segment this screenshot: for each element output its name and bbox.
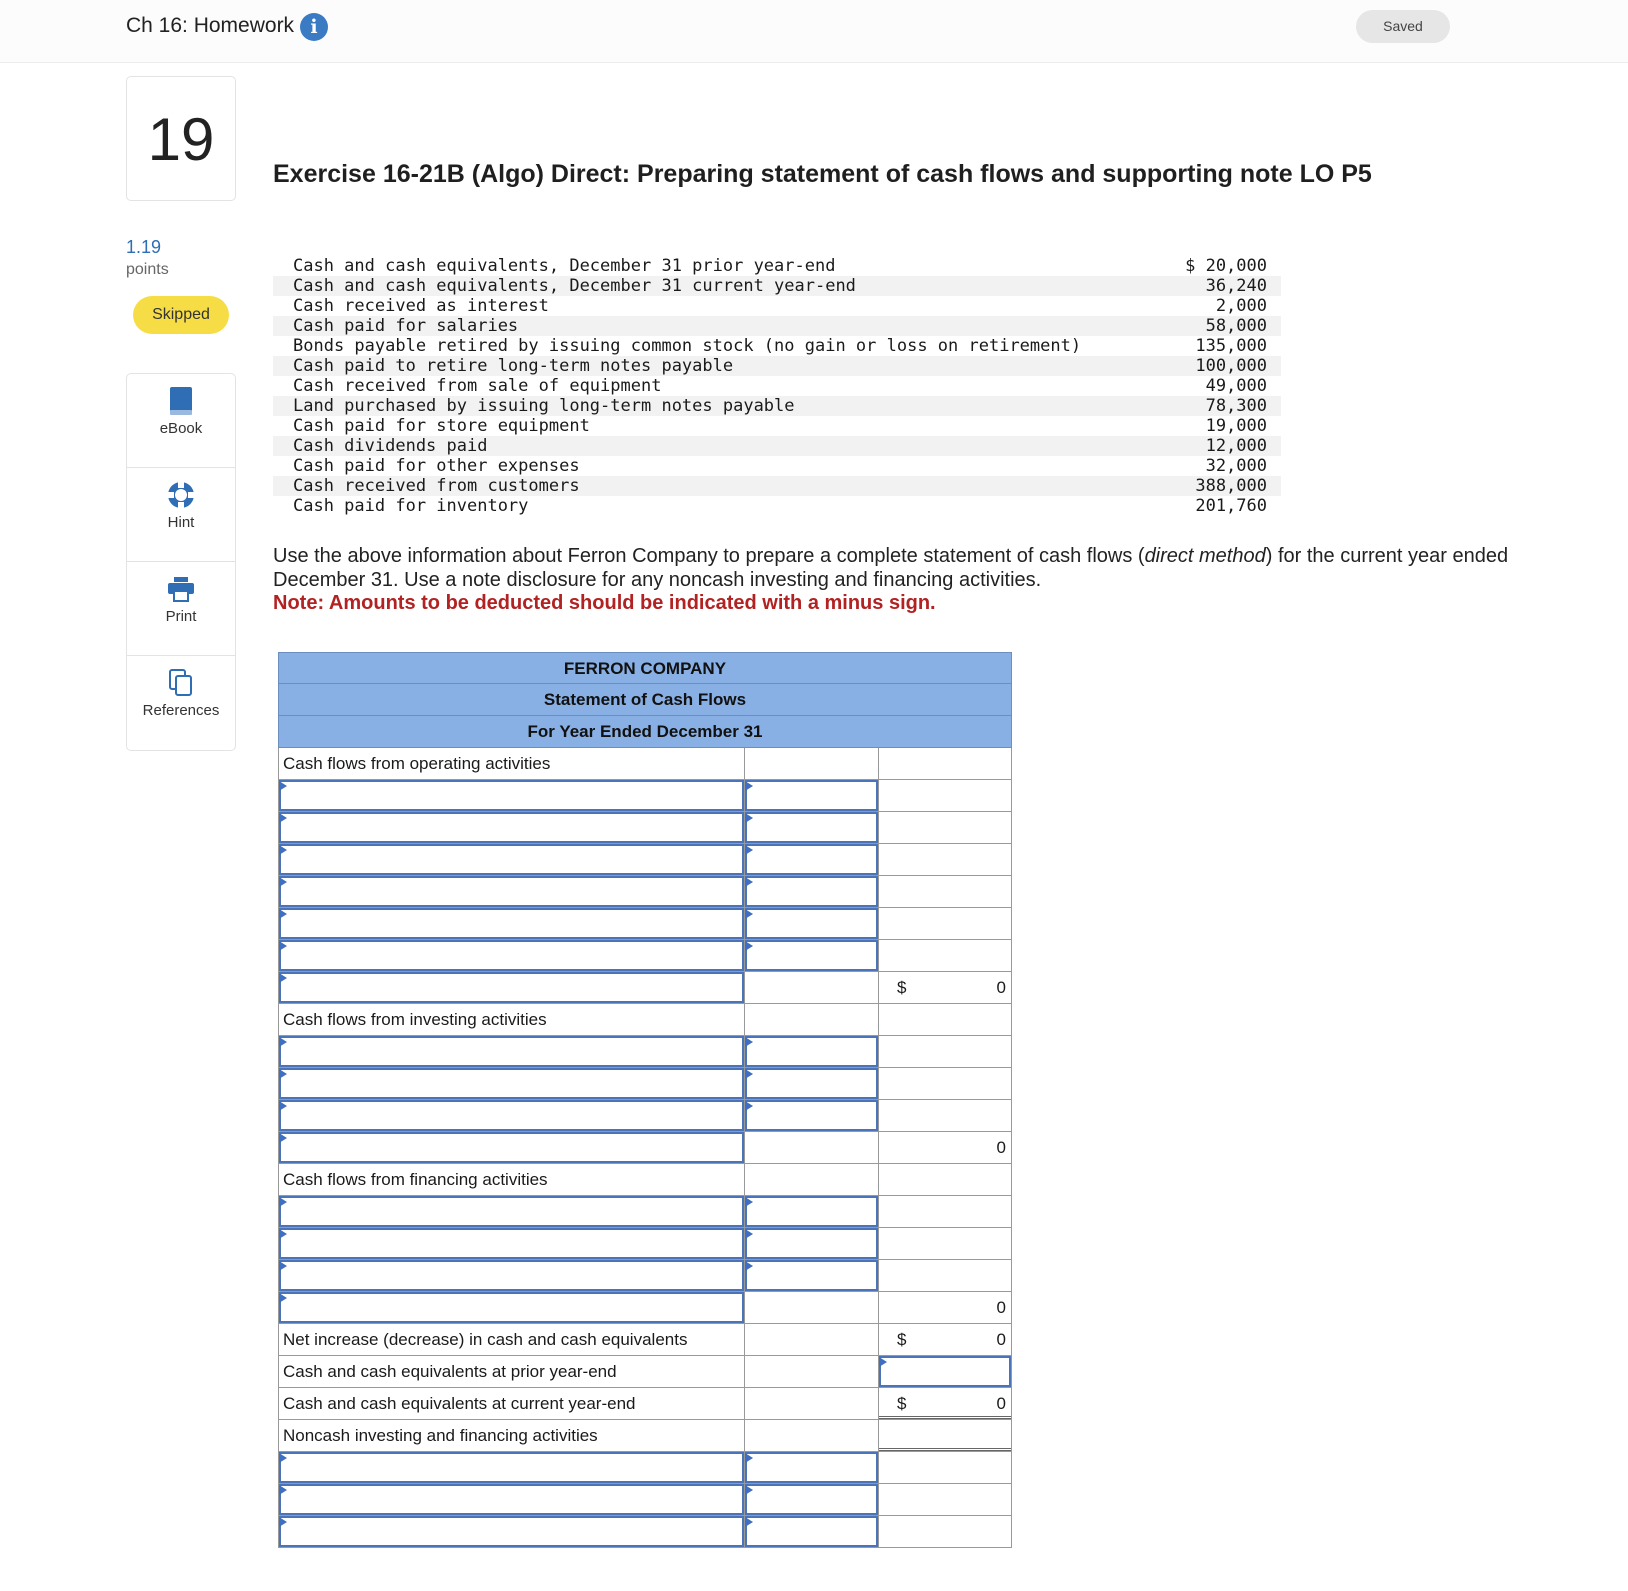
given-data-label: Cash dividends paid [293,436,488,456]
given-data-label: Cash paid for other expenses [293,456,580,476]
computed-total: 0 [996,1394,1006,1413]
statement-input-row [278,1516,1012,1548]
statement-name: Statement of Cash Flows [278,684,1012,716]
given-data-row [273,316,1281,336]
given-data-row [273,336,1281,356]
amount-input[interactable] [745,1484,879,1515]
account-select[interactable] [279,1068,745,1099]
given-data-label: Cash paid to retire long-term notes payable [293,356,734,376]
computed-total: 0 [996,1138,1006,1157]
points-label: points [126,261,169,278]
given-data-label: Cash received from sale of equipment [293,376,662,396]
amount-input[interactable] [745,908,879,939]
company-name: FERRON COMPANY [278,652,1012,684]
account-select[interactable] [279,972,745,1003]
statement-input-row [278,876,1012,908]
given-data-row [273,476,1281,496]
given-data-amount: 58,000 [1205,316,1267,336]
given-data-amount: 32,000 [1205,456,1267,476]
info-icon[interactable]: i [300,13,328,41]
account-select[interactable] [279,1484,745,1515]
cash-flow-statement [278,652,1012,1548]
statement-input-row [278,1228,1012,1260]
given-data-label: Cash received from customers [293,476,580,496]
question-number: 19 [126,76,236,201]
account-select[interactable] [279,1132,745,1163]
statement-input-row [278,1100,1012,1132]
row-label: Cash flows from financing activities [279,1164,745,1195]
given-data-amount: 12,000 [1205,436,1267,456]
account-select[interactable] [279,1260,745,1291]
computed-total: 0 [996,1298,1006,1317]
print-button[interactable] [127,574,235,656]
row-label: Cash and cash equivalents at prior year-end [279,1356,745,1387]
given-data-label: Cash received as interest [293,296,549,316]
statement-input-row [278,1068,1012,1100]
statement-input-row [278,812,1012,844]
top-bar [0,0,1628,63]
statement-section-row [278,1164,1012,1196]
given-data-label: Cash and cash equivalents, December 31 prior year-end [293,256,836,276]
statement-input-row [278,1036,1012,1068]
account-select[interactable] [279,908,745,939]
amount-input[interactable] [745,1100,879,1131]
statement-section-row [278,1388,1012,1420]
given-data-amount: 388,000 [1195,476,1267,496]
computed-total: 0 [996,1330,1006,1349]
amount-input[interactable] [745,1036,879,1067]
note-text: Note: Amounts to be deducted should be indicated with a minus sign. [273,592,936,614]
tools-panel [126,373,236,751]
given-data-label: Land purchased by issuing long-term notes payable [293,396,795,416]
hint-label: Hint [167,514,195,531]
statement-section-row [278,1004,1012,1036]
given-data-row [273,416,1281,436]
ebook-label: eBook [159,420,203,437]
row-label: Cash flows from operating activities [279,748,745,779]
given-data-label: Bonds payable retired by issuing common stock (no gain or loss on retirement) [293,336,1082,356]
prior-cash-input[interactable] [879,1356,1011,1387]
currency-symbol: $ [897,978,907,997]
references-button[interactable] [127,668,235,750]
amount-input[interactable] [745,1516,879,1547]
given-data-amount: $ 20,000 [1185,256,1267,276]
given-data-row [273,276,1281,296]
given-data-amount: 2,000 [1215,296,1267,316]
statement-section-row [278,1356,1012,1388]
given-data-amount: 135,000 [1195,336,1267,356]
statement-input-row [278,908,1012,940]
given-data-row [273,296,1281,316]
amount-input[interactable] [745,844,879,875]
given-data-amount: 100,000 [1195,356,1267,376]
amount-input[interactable] [745,876,879,907]
statement-input-row [278,1260,1012,1292]
currency-symbol: $ [897,1330,907,1349]
row-label: Cash and cash equivalents at current year-end [279,1388,745,1419]
instruction-text-end: ) for the current year ended December 31. Use a note disclosure for any noncash investing and financing activities. [273,545,1509,591]
account-select[interactable] [279,812,745,843]
hint-button[interactable] [127,480,235,562]
row-label: Cash flows from investing activities [279,1004,745,1035]
status-badge: Skipped [133,296,229,334]
account-select[interactable] [279,1452,745,1483]
given-data-row [273,496,1281,516]
instruction-italic: direct method [1144,545,1266,567]
statement-period: For Year Ended December 31 [278,716,1012,748]
account-select[interactable] [279,844,745,875]
amount-input[interactable] [745,812,879,843]
points-value: 1.19 [126,237,162,257]
given-data-table [273,256,1281,516]
amount-input[interactable] [745,1452,879,1483]
currency-symbol: $ [897,1394,907,1413]
account-select[interactable] [279,1100,745,1131]
statement-section-row [278,1420,1012,1452]
amount-input[interactable] [745,1196,879,1227]
amount-input[interactable] [745,940,879,971]
account-select[interactable] [279,1228,745,1259]
account-select[interactable] [279,1196,745,1227]
account-select[interactable] [279,780,745,811]
saved-status-badge: Saved [1356,10,1450,43]
book-icon [168,386,194,416]
given-data-row [273,376,1281,396]
given-data-row [273,456,1281,476]
given-data-row [273,356,1281,376]
references-label: References [142,702,220,719]
printer-icon [167,574,195,604]
statement-input-row [278,844,1012,876]
given-data-amount: 19,000 [1205,416,1267,436]
documents-icon [168,668,194,698]
given-data-amount: 201,760 [1195,496,1267,516]
statement-section-row [278,748,1012,780]
amount-input[interactable] [745,780,879,811]
statement-input-row [278,1196,1012,1228]
amount-input[interactable] [745,1068,879,1099]
row-label: Net increase (decrease) in cash and cash equivalents [279,1324,745,1355]
statement-input-row [278,1452,1012,1484]
amount-input[interactable] [745,1260,879,1291]
computed-total: 0 [996,978,1006,997]
given-data-label: Cash paid for inventory [293,496,529,516]
assignment-title: Ch 16: Homework [126,14,295,37]
ebook-button[interactable] [127,386,235,468]
instruction-text: Use the above information about Ferron Company to prepare a complete statement of cash flows ( [273,545,1145,567]
given-data-row [273,396,1281,416]
statement-section-row [278,1324,1012,1356]
print-label: Print [165,608,197,625]
account-select[interactable] [279,940,745,971]
amount-input[interactable] [745,1228,879,1259]
given-data-amount: 78,300 [1205,396,1267,416]
statement-input-row [278,940,1012,972]
lifebuoy-icon [166,480,196,510]
account-select[interactable] [279,1516,745,1547]
given-data-row [273,436,1281,456]
statement-input-row [278,780,1012,812]
given-data-label: Cash and cash equivalents, December 31 current year-end [293,276,856,296]
account-select[interactable] [279,1036,745,1067]
account-select[interactable] [279,876,745,907]
exercise-title: Exercise 16-21B (Algo) Direct: Preparing statement of cash flows and supporting note LO P5 [273,160,1372,188]
statement-input-row [278,1292,1012,1324]
given-data-amount: 36,240 [1205,276,1267,296]
instructions [273,544,1533,592]
account-select[interactable] [279,1292,745,1323]
given-data-label: Cash paid for salaries [293,316,519,336]
given-data-amount: 49,000 [1205,376,1267,396]
statement-input-row [278,1132,1012,1164]
statement-input-row [278,972,1012,1004]
row-label: Noncash investing and financing activities [279,1420,745,1451]
given-data-label: Cash paid for store equipment [293,416,590,436]
given-data-row [273,256,1281,276]
statement-input-row [278,1484,1012,1516]
